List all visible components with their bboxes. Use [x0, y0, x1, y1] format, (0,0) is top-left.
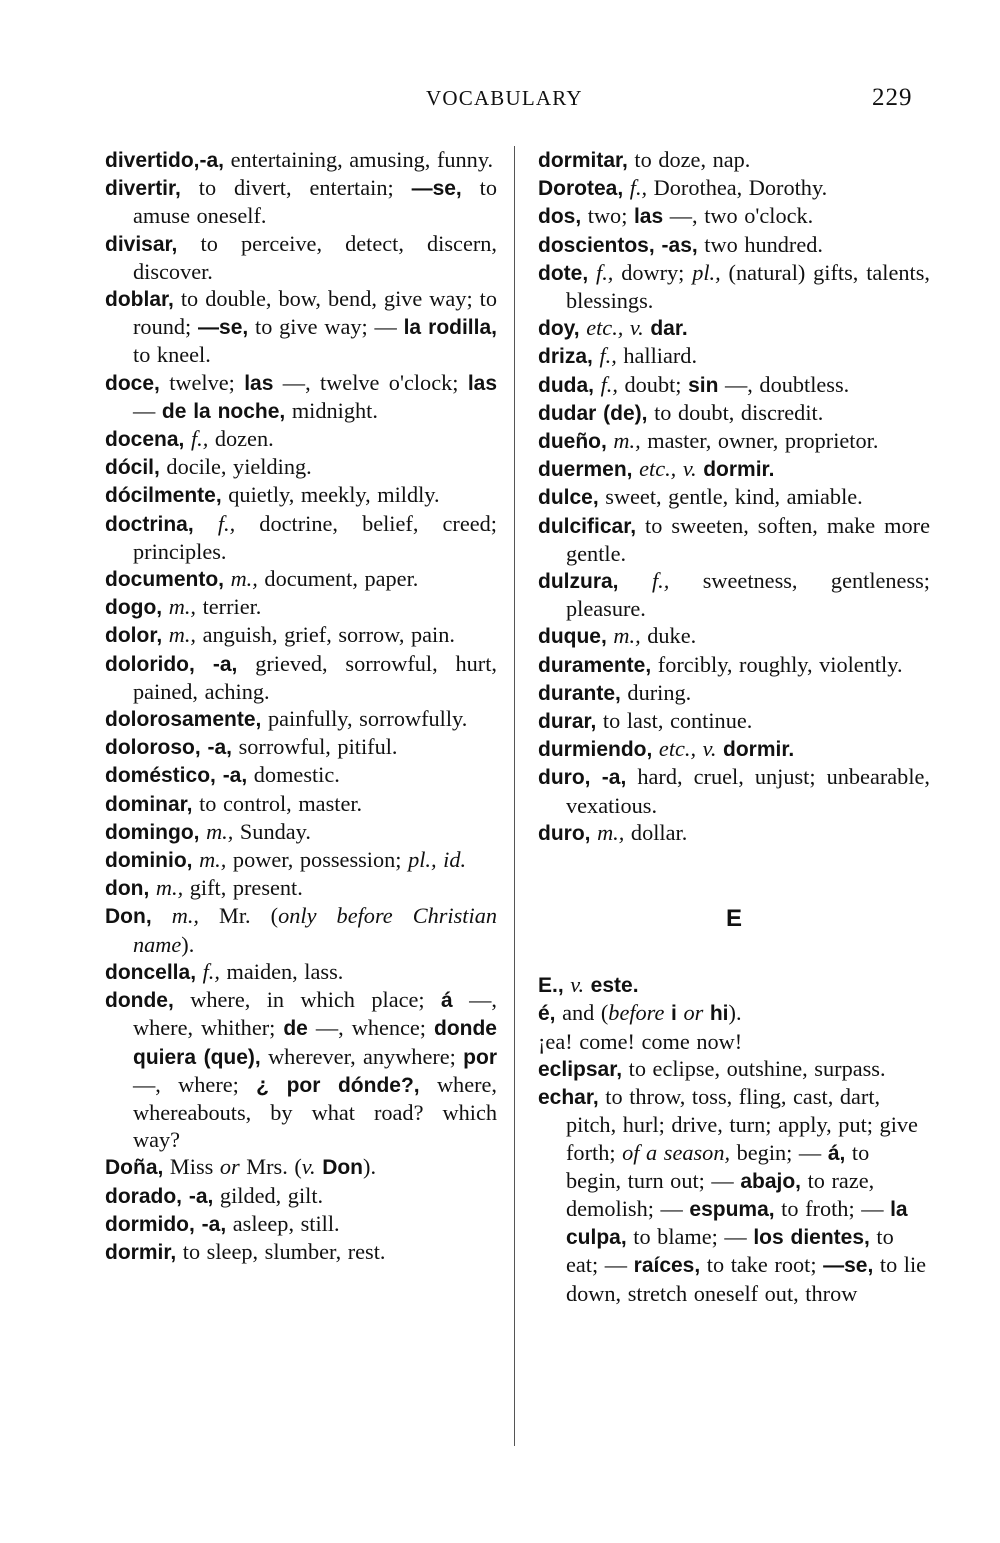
definition-text: entertaining, amusing, funny. [224, 147, 494, 172]
definition-text: —, doubtless. [718, 371, 850, 397]
dictionary-entry [105, 481, 497, 509]
headword: dote, [538, 261, 589, 285]
definition-text: to lie down, stretch oneself out, throw [566, 1252, 927, 1306]
definition-text: to sweeten, soften, make more gentle. [566, 512, 930, 566]
definition-text [184, 426, 191, 451]
definition-text: ). [728, 1000, 742, 1026]
dictionary-entry [538, 399, 930, 427]
bold-phrase: á [441, 989, 453, 1013]
dictionary-entry [538, 342, 930, 370]
dictionary-entry [105, 705, 497, 733]
dictionary-entry [105, 958, 497, 986]
definition-text: —, whence; [307, 1015, 434, 1041]
dictionary-entry [105, 1182, 497, 1210]
headword: doloroso, -a, [105, 736, 232, 760]
definition-text: —, where; [133, 1071, 257, 1097]
dictionary-entry [538, 567, 930, 622]
definition-text: to throw, toss, fling, cast, dart, pitch, hurl; drive, turn; apply, put; give forth; [566, 1084, 918, 1165]
dictionary-entry [105, 790, 497, 818]
bold-phrase: á, [827, 1141, 846, 1165]
dictionary-entry [538, 763, 930, 818]
dictionary-entry [538, 707, 930, 735]
definition-text: to double, bow, bend, give way; to round; [133, 286, 497, 340]
definition-text: dozen. [208, 426, 274, 452]
bold-phrase: raíces, [633, 1254, 701, 1278]
definition-text: duke. [640, 623, 697, 649]
dictionary-entry [105, 230, 497, 285]
definition-text: forcibly, roughly, violently. [651, 651, 903, 677]
headword: duramente, [538, 653, 652, 677]
dictionary-entry [538, 146, 930, 174]
definition-text: gift, present. [183, 875, 303, 901]
definition-text: to last, continue. [596, 708, 753, 734]
dictionary-entry [538, 371, 930, 399]
dictionary-entry [105, 425, 497, 453]
definition-text: to eclipse, outshine, surpass. [622, 1055, 886, 1081]
dictionary-entry [105, 1210, 497, 1238]
definition-text: and ( [555, 1000, 609, 1026]
left-column [105, 146, 497, 1266]
dictionary-entry [538, 483, 930, 511]
italic-abbrev: m., [168, 594, 196, 620]
definition-text [588, 260, 596, 285]
headword: dormir, [105, 1240, 177, 1264]
dictionary-entry [105, 510, 497, 565]
d-entries [538, 146, 930, 847]
definition-text: doctrine, belief, creed; principles. [133, 510, 497, 564]
dictionary-entry [105, 1153, 497, 1181]
headword: duque, [538, 625, 607, 649]
definition-text [619, 568, 652, 593]
headword: dulce, [538, 486, 599, 510]
definition-text: Sunday. [233, 818, 311, 844]
bold-phrase: dormir. [703, 458, 775, 482]
definition-text [162, 622, 169, 647]
definition-text: to begin, turn out; — [566, 1139, 870, 1193]
dictionary-entry [538, 455, 930, 483]
italic-abbrev: etc., v. [586, 315, 644, 341]
italic-abbrev: m., [171, 903, 199, 929]
italic-abbrev: v. [301, 1154, 316, 1180]
bold-phrase: —se, [198, 316, 249, 340]
dictionary-entry [105, 1238, 497, 1266]
definition-text: ). [363, 1154, 377, 1180]
definition-text: (natural) gifts, talents, blessings. [566, 259, 930, 314]
dictionary-entry [105, 874, 497, 902]
italic-abbrev: f., [629, 175, 648, 201]
definition-text: sweet, gentle, kind, amiable. [598, 484, 863, 510]
definition-text: ). [181, 931, 195, 957]
bold-phrase: i [671, 1002, 677, 1026]
definition-text: anguish, grief, sorrow, pain. [196, 622, 455, 648]
definition-text: halliard. [616, 343, 698, 369]
dictionary-entry [538, 735, 930, 763]
definition-text: begin; — [730, 1139, 828, 1165]
column-divider [514, 146, 515, 1446]
italic-abbrev: f., [599, 343, 617, 369]
headword: dormido, -a, [105, 1212, 227, 1236]
dictionary-entry [538, 971, 930, 999]
italic-abbrev: f., [190, 426, 209, 452]
headword: doméstico, -a, [105, 764, 248, 788]
bold-phrase: Don [322, 1156, 364, 1180]
definition-text: Mr. ( [198, 903, 279, 929]
definition-text: Miss [163, 1154, 220, 1180]
headword: duermen, [538, 458, 633, 482]
definition-text: to doze, nap. [627, 147, 751, 172]
headword: durmiendo, [538, 738, 653, 762]
italic-abbrev: or [219, 1154, 240, 1180]
headword: doncella, [105, 960, 197, 984]
italic-abbrev: pl., id. [408, 847, 467, 873]
headword: donde, [105, 989, 174, 1013]
page-number: 229 [872, 84, 913, 111]
headword: dominio, [105, 849, 193, 873]
definition-text: maiden, lass. [219, 958, 344, 984]
bold-phrase: dar. [650, 317, 688, 341]
definition-text: to control, master. [192, 790, 363, 816]
dictionary-entry [538, 1055, 930, 1083]
definition-text: during. [620, 679, 692, 705]
dictionary-entry [538, 1083, 930, 1307]
bold-phrase: este. [590, 974, 639, 998]
headword: divisar, [105, 232, 178, 256]
headword: don, [105, 877, 150, 901]
headword: durar, [538, 710, 597, 734]
headword: dueño, [538, 430, 607, 454]
headword: dócilmente, [105, 484, 222, 508]
headword: duro, [538, 821, 591, 845]
italic-abbrev: f., [217, 510, 236, 536]
headword: dominar, [105, 792, 193, 816]
definition-text: to eat; — [566, 1224, 894, 1278]
italic-abbrev: m., [168, 622, 197, 648]
dictionary-entry [538, 512, 930, 567]
dictionary-entry [538, 259, 930, 314]
headword: dorado, -a, [105, 1184, 214, 1208]
headword: duro, -a, [538, 766, 627, 790]
bold-phrase: sin [688, 373, 719, 397]
italic-abbrev: m., [199, 847, 227, 873]
definition-text [224, 566, 231, 591]
definition-text [594, 372, 601, 397]
definition-text: wherever, anywhere; [260, 1043, 464, 1069]
definition-text: power, possession; [226, 847, 409, 873]
headword: doctrina, [105, 512, 194, 536]
italic-abbrev: before [608, 1000, 665, 1026]
definition-text: sweetness, gentleness; pleasure. [566, 568, 931, 622]
bold-phrase: hi [709, 1002, 729, 1026]
definition-text [584, 972, 591, 997]
definition-text: domestic. [247, 762, 340, 788]
dictionary-entry [105, 733, 497, 761]
dictionary-entry [105, 902, 497, 957]
headword: Don, [105, 905, 152, 929]
headword: documento, [105, 568, 224, 592]
definition-text: dowry; [613, 259, 693, 285]
dictionary-entry [538, 1028, 930, 1055]
definition-text: painfully, sorrowfully. [261, 706, 468, 732]
definition-text: Dorothea, Dorothy. [647, 175, 828, 201]
bold-phrase: por [463, 1045, 497, 1069]
headword: divertir, [105, 177, 181, 201]
headword: doce, [105, 371, 160, 395]
definition-text: to doubt, discredit. [647, 399, 824, 425]
italic-abbrev: m., [230, 566, 258, 592]
dictionary-entry [538, 651, 930, 679]
headword: dulzura, [538, 570, 619, 594]
headword: dormitar, [538, 149, 628, 172]
definition-text: Mrs. ( [239, 1154, 302, 1180]
definition-text: —, two o'clock. [663, 203, 814, 229]
page-header [0, 86, 1000, 114]
dictionary-entry [105, 174, 497, 229]
dictionary-entry [105, 761, 497, 789]
headword: dócil, [105, 456, 160, 480]
definition-text: quietly, meekly, mildly. [221, 482, 440, 508]
dictionary-entry [105, 285, 497, 369]
italic-abbrev: of a season, [622, 1139, 731, 1165]
italic-abbrev: f., [600, 371, 618, 397]
definition-text [652, 736, 659, 761]
definition-text: to perceive, detect, discern, discover. [133, 230, 497, 284]
definition-text: twelve; [159, 369, 245, 395]
right-column [538, 146, 930, 1307]
definition-text: hard, cruel, unjust; unbearable, vexatious. [566, 764, 930, 818]
dictionary-entry [538, 202, 930, 230]
definition-text: grieved, sorrowful, hurt, pained, aching. [133, 650, 497, 704]
definition-text: to take root; [700, 1252, 824, 1278]
dictionary-entry [105, 565, 497, 593]
dictionary-entry [105, 146, 497, 174]
dictionary-entry [538, 314, 930, 342]
bold-phrase: ¿ por dónde?, [256, 1073, 420, 1097]
dictionary-entry [105, 453, 497, 481]
definition-text [703, 1000, 710, 1025]
definition-text: two; [581, 203, 634, 229]
dictionary-entry [538, 679, 930, 707]
headword: doblar, [105, 288, 174, 312]
definition-text: to give way; — [248, 314, 404, 340]
headword: dudar (de), [538, 401, 648, 425]
dictionary-entry [538, 819, 930, 847]
dictionary-entry [538, 622, 930, 650]
italic-abbrev: pl., [692, 259, 721, 285]
definition-text: to blame; — [626, 1224, 754, 1250]
definition-text: doubt; [617, 371, 689, 397]
headword: eclipsar, [538, 1057, 623, 1081]
headword: Doña, [105, 1156, 164, 1180]
bold-phrase: —se, [411, 177, 462, 201]
dictionary-entry [105, 986, 497, 1153]
italic-abbrev: m., [597, 819, 625, 845]
headword: é, [538, 1002, 556, 1026]
definition-text [623, 175, 630, 200]
definition-text: document, paper. [257, 566, 419, 592]
dictionary-entry [538, 999, 930, 1027]
headword: dolorido, -a, [105, 652, 238, 676]
definition-text [196, 959, 203, 984]
running-head: VOCABULARY [426, 86, 583, 110]
definition-text: where, in which place; [173, 987, 442, 1013]
headword: E., [538, 974, 564, 998]
bold-phrase: las [633, 205, 664, 229]
definition-text: terrier. [196, 594, 262, 620]
definition-text: to raze, demolish; — [566, 1167, 875, 1221]
bold-phrase: los dientes, [753, 1226, 870, 1250]
italic-abbrev: only before Christian name [133, 903, 497, 957]
headword: durante, [538, 681, 621, 705]
bold-phrase: dormir. [723, 738, 795, 762]
bold-phrase: de [283, 1017, 308, 1041]
italic-abbrev: m., [155, 875, 184, 901]
italic-abbrev: f., [202, 958, 220, 984]
definition-text: dollar. [624, 819, 688, 845]
headword: divertido,-a, [105, 149, 225, 172]
dictionary-entry [538, 231, 930, 259]
definition-text: ¡ea! come! come now! [538, 1028, 743, 1054]
dictionary-entry [105, 818, 497, 846]
italic-abbrev: etc., v. [639, 456, 697, 482]
definition-text: —, where, whither; [133, 987, 497, 1041]
italic-abbrev: m., [613, 623, 641, 649]
dictionary-entry [538, 174, 930, 202]
headword: dogo, [105, 596, 163, 620]
definition-text: sorrowful, pitiful. [232, 734, 398, 760]
definition-text: to kneel. [133, 342, 211, 368]
headword: dos, [538, 205, 582, 229]
headword: doscientos, -as, [538, 233, 698, 257]
definition-text: where, whereabouts, by what road? which way? [133, 1071, 497, 1153]
italic-abbrev: m., [613, 428, 641, 454]
dictionary-entry [105, 621, 497, 649]
dictionary-entry [105, 593, 497, 621]
bold-phrase: las [244, 371, 274, 395]
definition-text: to froth; — [774, 1195, 891, 1221]
italic-abbrev: v. [570, 972, 585, 998]
definition-text: master, owner, proprietor. [640, 428, 879, 454]
definition-text: gilded, gilt. [213, 1182, 324, 1208]
headword: domingo, [105, 820, 200, 844]
definition-text: docile, yielding. [159, 454, 312, 480]
section-letter: E [725, 905, 742, 933]
bold-phrase: de la noche, [161, 399, 286, 423]
definition-text [152, 903, 172, 928]
e-entries [538, 971, 930, 1306]
headword: driza, [538, 345, 593, 369]
bold-phrase: abajo, [740, 1169, 801, 1193]
headword: dulcificar, [538, 514, 637, 538]
headword: dolor, [105, 624, 163, 648]
definition-text: to amuse oneself. [133, 175, 497, 229]
headword: doy, [538, 317, 580, 341]
definition-text: to divert, entertain; [180, 175, 412, 201]
definition-text: midnight. [285, 397, 378, 423]
headword: echar, [538, 1086, 599, 1110]
bold-phrase: donde quiera (que), [133, 1017, 497, 1069]
definition-text [149, 875, 156, 900]
bold-phrase: espuma, [689, 1197, 775, 1221]
definition-text [162, 594, 169, 619]
bold-phrase: —se, [823, 1254, 874, 1278]
definition-text: two hundred. [697, 231, 823, 257]
definition-text: asleep, still. [226, 1210, 340, 1236]
italic-abbrev: or [683, 1000, 704, 1026]
bold-phrase: la rodilla, [403, 316, 497, 340]
headword: Dorotea, [538, 177, 624, 201]
italic-abbrev: f., [651, 568, 670, 594]
dictionary-entry [105, 650, 497, 705]
italic-abbrev: f., [596, 259, 614, 285]
definition-text: — [133, 397, 162, 423]
dictionary-entry [105, 369, 497, 425]
headword: duda, [538, 373, 594, 397]
bold-phrase: la culpa, [566, 1197, 908, 1250]
italic-abbrev: etc., v. [658, 736, 717, 762]
headword: dolorosamente, [105, 708, 262, 732]
dictionary-entry [105, 846, 497, 874]
bold-phrase: las [467, 371, 498, 395]
headword: docena, [105, 428, 185, 452]
definition-text: —, twelve o'clock; [273, 369, 468, 395]
definition-text: to sleep, slumber, rest. [176, 1238, 386, 1264]
definition-text [194, 511, 218, 536]
italic-abbrev: m., [206, 818, 234, 844]
dictionary-entry [538, 427, 930, 455]
